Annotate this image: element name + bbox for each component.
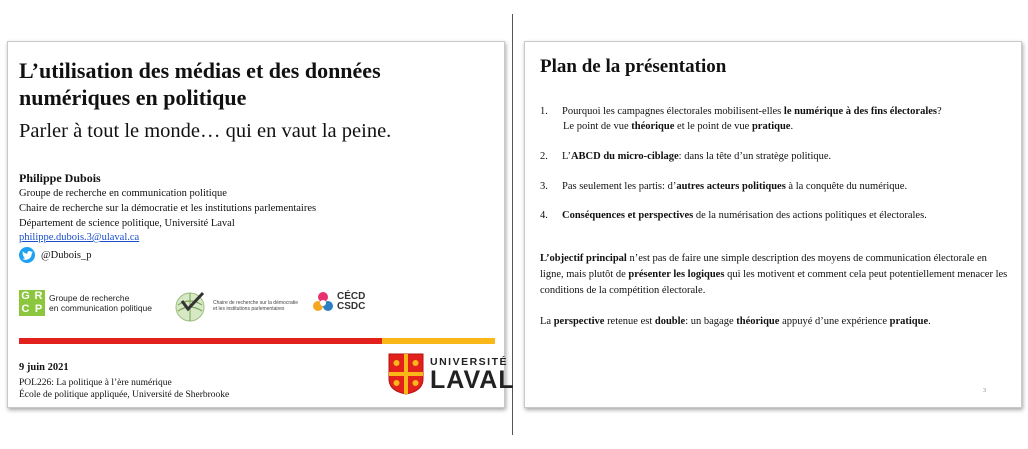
plan-item-1 (540, 105, 1010, 119)
author-name: Philippe Dubois (19, 171, 101, 185)
item-text: de la numérisation des actions politiques et électorales. (693, 210, 927, 221)
laval-name-text: LAVAL (430, 366, 515, 394)
affiliation-line: Département de science politique, Université Laval (19, 218, 235, 229)
grcp-badge (19, 290, 45, 316)
chaire-text: Chaire de recherche sur la démocratie et les institutions parlementaires (213, 300, 299, 312)
item-number: 2. (540, 151, 548, 162)
affiliation-line: Chaire de recherche sur la démocratie et les institutions parlementaires (19, 203, 317, 214)
grcp-letter: G (21, 290, 30, 302)
para-text: La (540, 316, 554, 327)
chaire-globe-icon (173, 289, 209, 323)
item-emphasis: pratique (751, 121, 791, 132)
affiliation-line: Groupe de recherche en communication politique (19, 188, 227, 199)
school-name: École de politique appliquée, Université de Sherbrooke (19, 390, 230, 400)
plan-item-4 (540, 209, 1010, 223)
item-text: Pourquoi les campagnes électorales mobilisent-elles (562, 106, 784, 117)
laval-universite-text: UNIVERSITÉ (430, 356, 509, 368)
para-emphasis: présenter les logiques (628, 269, 725, 280)
red-accent-bar (19, 338, 382, 344)
perspective-paragraph (540, 314, 1010, 330)
item-emphasis: autres acteurs politiques (676, 181, 786, 192)
course-name: POL226: La politique à l’ère numérique (19, 378, 172, 388)
page-number: 3 (983, 388, 986, 394)
twitter-icon (19, 247, 35, 263)
outline-slide[interactable] (524, 41, 1022, 408)
item-text: Pas seulement les partis: d’ (562, 181, 677, 192)
para-emphasis: L’objectif principal (540, 253, 627, 264)
para-emphasis: pratique (889, 316, 929, 327)
grcp-letter: R (34, 290, 43, 302)
item-text: ? (937, 106, 942, 117)
title-slide[interactable] (7, 41, 515, 408)
item-text: Le point de vue (563, 121, 632, 132)
universite-laval-logo (388, 353, 515, 395)
plan-item-1-continuation (563, 120, 793, 134)
para-text: n’est pas de faire une simple description des moyens de communication électorale en ligne, mais plutôt de (540, 253, 987, 280)
cecd-text-line: CÉCD (337, 291, 366, 302)
cecd-logo (312, 291, 365, 313)
objective-paragraph (540, 251, 1010, 299)
item-emphasis: ABCD du micro-ciblage (570, 151, 679, 162)
para-emphasis: perspective (553, 316, 605, 327)
item-number: 4. (540, 210, 548, 221)
twitter-handle[interactable] (19, 246, 92, 264)
grcp-letter: C (21, 303, 30, 315)
item-emphasis: Conséquences et perspectives (562, 210, 694, 221)
para-text: retenue est (604, 316, 655, 327)
slide-subtitle: Parler à tout le monde… qui en vaut la peine. (19, 120, 392, 142)
cecd-emblem-icon (312, 291, 334, 313)
item-number: 1. (540, 106, 548, 117)
para-text: . (928, 316, 931, 327)
twitter-handle-text: @Dubois_p (41, 249, 92, 261)
email-link[interactable]: philippe.dubois.3@ulaval.ca (19, 232, 140, 243)
plan-item-2 (540, 150, 1010, 164)
presentation-date: 9 juin 2021 (19, 362, 69, 373)
item-text: et le point de vue (674, 121, 752, 132)
para-emphasis: théorique (736, 316, 780, 327)
item-text: L’ (562, 151, 571, 162)
item-emphasis: théorique (631, 121, 675, 132)
grcp-letter: P (34, 303, 43, 315)
item-text: à la conquête du numérique. (785, 181, 908, 192)
plan-item-3 (540, 180, 1010, 194)
para-text: qui les motivent et comment cela peut potentiellement menacer les conditions de la compétition électorale. (540, 269, 1008, 296)
item-text: : dans la tête d’un stratège politique. (678, 151, 832, 162)
yellow-accent-bar (382, 338, 495, 344)
para-text: : un bagage (685, 316, 737, 327)
para-text: appuyé d’une expérience (779, 316, 890, 327)
laval-crest-icon (388, 353, 424, 395)
item-text: . (790, 121, 794, 132)
item-emphasis: le numérique à des fins électorales (783, 106, 938, 117)
para-emphasis: double (654, 316, 686, 327)
chaire-logo (173, 289, 299, 323)
slide-title: Plan de la présentation (540, 56, 727, 77)
item-number: 3. (540, 181, 548, 192)
grcp-text-line: en communication politique (49, 303, 153, 313)
slide-title: L’utilisation des médias et des données numériques en politique (19, 58, 381, 110)
grcp-text-line: Groupe de recherche (49, 293, 130, 303)
grcp-logo (19, 290, 152, 316)
cecd-text-line: CSDC (337, 301, 366, 312)
